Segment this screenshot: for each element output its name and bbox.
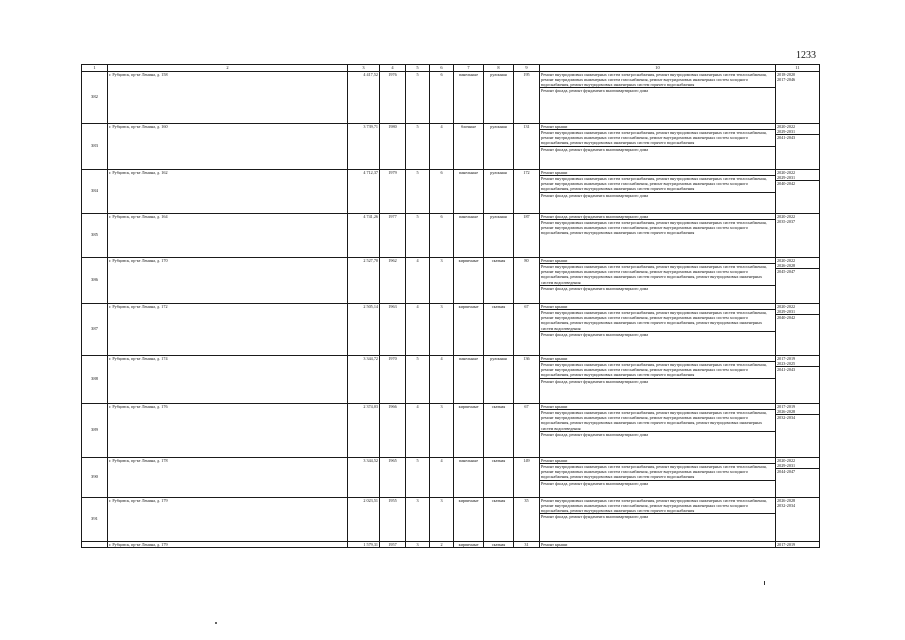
residents-cell: 149 — [514, 457, 540, 497]
table-row — [82, 123, 820, 169]
address-cell: г. Рубцовск, пр-кт Ленина, д. 178 — [108, 457, 348, 497]
residents-cell: 31 — [514, 541, 540, 547]
repair-work-entry: Ремонт фасада, ремонт фундамента многоквартирного дома — [540, 513, 775, 519]
address-cell: г. Рубцовск, пр-кт Ленина, д. 162 — [108, 169, 348, 213]
residents-cell: 136 — [514, 355, 540, 403]
entrances-cell: 3 — [430, 497, 454, 541]
row-number-cell — [82, 541, 108, 547]
repair-period-entry: 2040-2042 — [776, 180, 819, 186]
floors-cell: 3 — [406, 541, 430, 547]
address-cell: г. Рубцовск, пр-кт Ленина, д. 170 — [108, 257, 348, 303]
repair-work-entry: Ремонт крыши — [541, 541, 568, 547]
table-row — [82, 169, 820, 213]
repair-period-entry: 2040-2042 — [776, 314, 819, 320]
row-number-cell: 382 — [82, 71, 108, 123]
entrances-cell: 6 — [430, 71, 454, 123]
roof-type-cell: скатная — [484, 257, 514, 303]
repair-works-cell — [540, 71, 776, 123]
repair-works-cell — [540, 541, 776, 547]
column-number: 7 — [454, 65, 484, 72]
year-cell: 1962 — [380, 257, 406, 303]
address-cell: г. Рубцовск, пр-кт Ленина, д. 164 — [108, 213, 348, 257]
repair-period-entry: 2035-2037 — [777, 218, 796, 224]
repair-period-cell — [776, 213, 820, 257]
roof-type-cell: рулонная — [484, 123, 514, 169]
repair-work-entry: Ремонт фасада, ремонт фундамента многоквартирного дома — [541, 213, 649, 219]
floors-cell: 4 — [406, 403, 430, 457]
address-cell: г. Рубцовск, пр-кт Ленина, д. 179 — [108, 497, 348, 541]
scan-speck — [764, 581, 765, 585]
floors-cell: 4 — [406, 257, 430, 303]
repair-period-entry: 2026-2028 — [777, 262, 796, 268]
floors-cell: 4 — [406, 303, 430, 355]
row-number-cell: 389 — [82, 403, 108, 457]
year-cell: 1955 — [380, 497, 406, 541]
repair-period-entry: 2045-2047 — [776, 268, 819, 274]
repair-period-entry: 2032-2034 — [776, 414, 819, 420]
repair-period-entry: 2023-2025 — [777, 360, 796, 366]
area-cell: 2 023,51 — [348, 497, 380, 541]
residents-cell: 35 — [514, 497, 540, 541]
area-cell: 4 417,52 — [348, 71, 380, 123]
repair-work-entry: Ремонт крыши — [541, 355, 568, 361]
repair-period-entry: 2020-2022 — [777, 457, 796, 463]
repair-period-cell — [776, 457, 820, 497]
repair-period-entry: 2018-2020 — [777, 71, 796, 77]
repair-period-entry: 2020-2022 — [777, 169, 796, 175]
row-number-cell: 390 — [82, 457, 108, 497]
repair-period-entry: 2029-2031 — [777, 128, 796, 134]
residents-cell: 195 — [514, 71, 540, 123]
address-cell: г. Рубцовск, пр-кт Ленина, д. 179 — [108, 541, 348, 547]
repair-period-entry: 2026-2028 — [777, 408, 796, 414]
year-cell: 1976 — [380, 71, 406, 123]
repair-works-cell — [540, 403, 776, 457]
repair-work-entry: Ремонт внутридомовых инженерных систем электроснабжения, ремонт внутридомовых инженерных систем теплоснабжения, ремонт внутридомовых инженерных систем газоснабжения, ремонт внутридомовых инженерных систем холодного водоснабжения, ремонт внутридомовых инженерных систем горячего водоснабжения — [541, 497, 767, 513]
roof-type-cell: скатная — [484, 403, 514, 457]
repair-work-entry: Ремонт крыши — [541, 457, 568, 463]
roof-type-cell: рулонная — [484, 169, 514, 213]
residents-cell: 172 — [514, 169, 540, 213]
row-number-cell: 385 — [82, 213, 108, 257]
floors-cell: 5 — [406, 355, 430, 403]
repair-work-entry: Ремонт крыши — [541, 303, 568, 309]
row-number-cell: 384 — [82, 169, 108, 213]
repair-period-entry: 2032-2034 — [777, 502, 796, 508]
area-cell: 2 527,70 — [348, 257, 380, 303]
floors-cell: 5 — [406, 213, 430, 257]
address-cell: г. Рубцовск, пр-кт Ленина, д. 172 — [108, 303, 348, 355]
area-cell: 3 739,71 — [348, 123, 380, 169]
repair-work-entry: Ремонт внутридомовых инженерных систем электроснабжения, ремонт внутридомовых инженерных систем теплоснабжения, ремонт внутридомовых инженерных систем газоснабжения, ремонт внутридомовых инженерных систем холодного водоснабжения, ремонт внутридомовых инженерных систем горячего водоснабжения — [540, 219, 775, 236]
roof-type-cell: рулонная — [484, 213, 514, 257]
entrances-cell: 2 — [430, 541, 454, 547]
repair-period-entry: 2017-2046 — [777, 76, 796, 82]
row-number-cell: 386 — [82, 257, 108, 303]
repair-period-cell — [776, 303, 820, 355]
repair-work-entry: Ремонт внутридомовых инженерных систем электроснабжения, ремонт внутридомовых инженерных систем теплоснабжения, ремонт внутридомовых инженерных систем газоснабжения, ремонт внутридомовых инженерных систем холодного водоснабжения, ремонт внутридомовых инженерных систем горячего водоснабжения — [540, 361, 775, 378]
repair-period-entry: 2017-2019 — [777, 541, 796, 547]
walls-material-cell: панельные — [454, 457, 484, 497]
repair-period-cell — [776, 169, 820, 213]
residents-cell: 67 — [514, 403, 540, 457]
repair-work-entry: Ремонт внутридомовых инженерных систем электроснабжения, ремонт внутридомовых инженерных систем теплоснабжения, ремонт внутридомовых инженерных систем газоснабжения, ремонт внутридомовых инженерных систем холодного водоснабжения, ремонт внутридомовых инженерных систем горячего водоснабжения — [540, 129, 775, 146]
address-cell: г. Рубцовск, пр-кт Ленина, д. 174 — [108, 355, 348, 403]
area-cell: 3 344,52 — [348, 457, 380, 497]
entrances-cell: 3 — [430, 257, 454, 303]
area-cell: 1 579,31 — [348, 541, 380, 547]
repair-period-cell — [776, 541, 820, 547]
repair-period-cell — [776, 497, 820, 541]
repair-work-entry: Ремонт крыши — [541, 123, 568, 129]
walls-material-cell: панельные — [454, 71, 484, 123]
repair-period-entry: 2017-2019 — [777, 403, 796, 409]
repair-works-cell — [540, 123, 776, 169]
repair-period-entry: 2029-2031 — [777, 462, 796, 468]
page-number: 1233 — [796, 50, 816, 61]
row-number-cell: 388 — [82, 355, 108, 403]
table-row — [82, 541, 820, 547]
column-number: 4 — [380, 65, 406, 72]
year-cell: 1970 — [380, 355, 406, 403]
repair-works-cell — [540, 257, 776, 303]
repair-period-entry: 2020-2022 — [777, 123, 796, 129]
area-cell: 2 374,03 — [348, 403, 380, 457]
floors-cell: 5 — [406, 169, 430, 213]
repair-work-entry: Ремонт фасада, ремонт фундамента многоквартирного дома — [540, 378, 775, 384]
year-cell: 1966 — [380, 403, 406, 457]
scan-speck — [215, 622, 217, 624]
repair-period-cell — [776, 403, 820, 457]
repair-work-entry: Ремонт крыши — [541, 403, 568, 409]
walls-material-cell: кирпичные — [454, 497, 484, 541]
residents-cell: 67 — [514, 303, 540, 355]
address-cell: г. Рубцовск, пр-кт Ленина, д. 176 — [108, 403, 348, 457]
repair-work-entry: Ремонт внутридомовых инженерных систем электроснабжения, ремонт внутридомовых инженерных систем теплоснабжения, ремонт внутридомовых инженерных систем газоснабжения, ремонт внутридомовых инженерных систем холодного водоснабжения, ремонт внутридомовых инженерных систем горячего водоснабжения, ремонт внутридомовых инженерных систем водоотведения — [540, 309, 775, 331]
repair-period-entry: 2017-2019 — [777, 355, 796, 361]
column-number: 6 — [430, 65, 454, 72]
residents-cell: 80 — [514, 257, 540, 303]
entrances-cell: 4 — [430, 355, 454, 403]
repair-work-entry: Ремонт фасада, ремонт фундамента многоквартирного дома — [540, 87, 775, 93]
column-number: 2 — [108, 65, 348, 72]
repair-work-entry: Ремонт фасада, ремонт фундамента многоквартирного дома — [540, 331, 775, 337]
repair-period-cell — [776, 257, 820, 303]
walls-material-cell: кирпичные — [454, 303, 484, 355]
repair-works-cell — [540, 213, 776, 257]
repair-works-cell — [540, 355, 776, 403]
table-row — [82, 257, 820, 303]
floors-cell: 3 — [406, 497, 430, 541]
area-cell: 4 712,37 — [348, 169, 380, 213]
year-cell: 1957 — [380, 541, 406, 547]
repair-work-entry: Ремонт фасада, ремонт фундамента многоквартирного дома — [540, 192, 775, 198]
repair-period-cell — [776, 71, 820, 123]
repair-period-cell — [776, 123, 820, 169]
walls-material-cell: панельные — [454, 355, 484, 403]
floors-cell: 5 — [406, 71, 430, 123]
repair-work-entry: Ремонт фасада, ремонт фундамента многоквартирного дома — [540, 480, 775, 486]
entrances-cell: 3 — [430, 303, 454, 355]
entrances-cell: 6 — [430, 213, 454, 257]
area-cell: 4 741,26 — [348, 213, 380, 257]
address-cell: г. Рубцовск, пр-кт Ленина, д. 160 — [108, 123, 348, 169]
repair-period-entry: 2041-2043 — [776, 366, 819, 372]
capital-repair-register-table — [81, 64, 820, 548]
repair-work-entry: Ремонт внутридомовых инженерных систем электроснабжения, ремонт внутридомовых инженерных систем теплоснабжения, ремонт внутридомовых инженерных систем газоснабжения, ремонт внутридомовых инженерных систем холодного водоснабжения, ремонт внутридомовых инженерных систем горячего водоснабжения — [541, 71, 767, 87]
repair-work-entry: Ремонт внутридомовых инженерных систем электроснабжения, ремонт внутридомовых инженерных систем теплоснабжения, ремонт внутридомовых инженерных систем газоснабжения, ремонт внутридомовых инженерных систем холодного водоснабжения, ремонт внутридомовых инженерных систем горячего водоснабжения, ремонт внутридомовых инженерных систем водоотведения — [540, 409, 775, 431]
column-number: 10 — [540, 65, 776, 72]
table-row — [82, 71, 820, 123]
row-number-cell: 391 — [82, 497, 108, 541]
walls-material-cell: панельные — [454, 213, 484, 257]
table-row — [82, 303, 820, 355]
column-number: 9 — [514, 65, 540, 72]
residents-cell: 187 — [514, 213, 540, 257]
repair-work-entry: Ремонт внутридомовых инженерных систем электроснабжения, ремонт внутридомовых инженерных систем теплоснабжения, ремонт внутридомовых инженерных систем газоснабжения, ремонт внутридомовых инженерных систем холодного водоснабжения, ремонт внутридомовых инженерных систем горячего водоснабжения — [540, 175, 775, 192]
walls-material-cell: кирпичные — [454, 541, 484, 547]
repair-period-entry: 2029-2031 — [777, 308, 796, 314]
roof-type-cell: скатная — [484, 497, 514, 541]
walls-material-cell: кирпичные — [454, 403, 484, 457]
column-number: 11 — [776, 65, 820, 72]
floors-cell: 5 — [406, 123, 430, 169]
roof-type-cell: скатная — [484, 541, 514, 547]
repair-work-entry: Ремонт крыши — [541, 257, 568, 263]
walls-material-cell: блочные — [454, 123, 484, 169]
repair-period-entry: 2020-2022 — [777, 213, 796, 219]
year-cell: 1980 — [380, 123, 406, 169]
column-number: 3 — [348, 65, 380, 72]
roof-type-cell: рулонная — [484, 355, 514, 403]
repair-works-cell — [540, 169, 776, 213]
row-number-cell: 383 — [82, 123, 108, 169]
area-cell: 3 344,72 — [348, 355, 380, 403]
repair-work-entry: Ремонт фасада, ремонт фундамента многоквартирного дома — [540, 285, 775, 291]
repair-works-cell — [540, 303, 776, 355]
floors-cell: 5 — [406, 457, 430, 497]
year-cell: 1977 — [380, 213, 406, 257]
table-row — [82, 403, 820, 457]
repair-work-entry: Ремонт внутридомовых инженерных систем электроснабжения, ремонт внутридомовых инженерных систем теплоснабжения, ремонт внутридомовых инженерных систем газоснабжения, ремонт внутридомовых инженерных систем холодного водоснабжения, ремонт внутридомовых инженерных систем горячего водоснабжения — [540, 463, 775, 480]
repair-period-entry: 2020-2022 — [777, 303, 796, 309]
roof-type-cell: скатная — [484, 457, 514, 497]
entrances-cell: 3 — [430, 403, 454, 457]
column-number: 8 — [484, 65, 514, 72]
column-number: 1 — [82, 65, 108, 72]
repair-period-entry: 2029-2031 — [777, 174, 796, 180]
roof-type-cell: рулонная — [484, 71, 514, 123]
entrances-cell: 4 — [430, 123, 454, 169]
repair-works-cell — [540, 457, 776, 497]
repair-work-entry: Ремонт фасада, ремонт фундамента многоквартирного дома — [540, 431, 775, 437]
register-body — [82, 71, 820, 547]
area-cell: 2 505,14 — [348, 303, 380, 355]
column-number: 5 — [406, 65, 430, 72]
row-number-cell: 387 — [82, 303, 108, 355]
repair-period-entry: 2026-2028 — [777, 497, 796, 503]
year-cell: 1963 — [380, 303, 406, 355]
address-cell: г. Рубцовск, пр-кт Ленина, д. 158 — [108, 71, 348, 123]
year-cell: 1979 — [380, 169, 406, 213]
repair-period-entry: 2041-2043 — [776, 134, 819, 140]
repair-work-entry: Ремонт крыши — [541, 169, 568, 175]
repair-period-entry: 2020-2022 — [777, 257, 796, 263]
repair-period-entry: 2044-2047 — [776, 468, 819, 474]
walls-material-cell: панельные — [454, 169, 484, 213]
table-row — [82, 355, 820, 403]
roof-type-cell: скатная — [484, 303, 514, 355]
repair-works-cell — [540, 497, 776, 541]
residents-cell: 131 — [514, 123, 540, 169]
repair-work-entry: Ремонт фасада, ремонт фундамента многоквартирного дома — [540, 146, 775, 152]
table-row — [82, 457, 820, 497]
table-row — [82, 213, 820, 257]
repair-work-entry: Ремонт внутридомовых инженерных систем электроснабжения, ремонт внутридомовых инженерных систем теплоснабжения, ремонт внутридомовых инженерных систем газоснабжения, ремонт внутридомовых инженерных систем холодного водоснабжения, ремонт внутридомовых инженерных систем горячего водоснабжения, ремонт внутридомовых инженерных систем водоотведения — [540, 263, 775, 285]
repair-period-cell — [776, 355, 820, 403]
year-cell: 1965 — [380, 457, 406, 497]
entrances-cell: 4 — [430, 457, 454, 497]
entrances-cell: 6 — [430, 169, 454, 213]
walls-material-cell: кирпичные — [454, 257, 484, 303]
table-row — [82, 497, 820, 541]
